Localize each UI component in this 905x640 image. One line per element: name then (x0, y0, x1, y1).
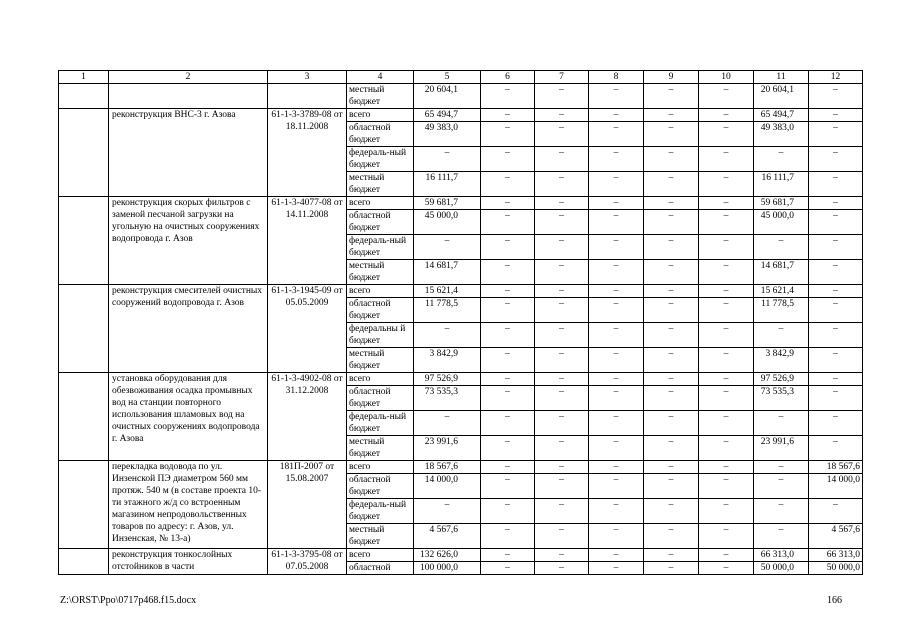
value-cell: – (699, 461, 754, 474)
value-cell: – (699, 210, 754, 235)
value-cell: – (481, 549, 535, 562)
value-cell: – (809, 235, 863, 260)
footer-file-path: Z:\ORST\Ppo\0717p468.f15.docx (60, 595, 197, 606)
funding-source-cell: местный бюджет (347, 172, 414, 197)
value-cell: – (535, 373, 589, 386)
value-cell: – (644, 260, 699, 285)
header-cell: 11 (754, 71, 809, 84)
value-cell: 16 111,7 (754, 172, 809, 197)
project-name-cell: перекладка водовода по ул. Инзенской ПЭ диаметром 560 мм протяж. 540 м (в составе проекта 10-ти этажного ж/д со встроенным магазином непродовольственных товаров по адресу: г. Азов, ул. Инзенская, № 13-а) (109, 461, 268, 549)
table-row (59, 109, 863, 122)
value-cell: – (699, 122, 754, 147)
value-cell: – (699, 84, 754, 109)
value-cell: 49 383,0 (414, 122, 481, 147)
document-cell: 181П-2007 от 15.08.2007 (268, 461, 347, 549)
value-cell: – (589, 323, 644, 348)
project-name-cell: реконструкция ВНС-3 г. Азова (109, 109, 268, 197)
value-cell: – (644, 524, 699, 549)
value-cell: 50 000,0 (809, 562, 863, 575)
funding-source-cell: местный бюджет (347, 260, 414, 285)
value-cell: – (699, 235, 754, 260)
value-cell: – (414, 323, 481, 348)
value-cell: – (589, 373, 644, 386)
value-cell: 14 681,7 (414, 260, 481, 285)
value-cell: – (644, 499, 699, 524)
header-cell: 3 (268, 71, 347, 84)
value-cell: – (809, 210, 863, 235)
value-cell: 20 604,1 (754, 84, 809, 109)
project-name-cell (109, 84, 268, 109)
value-cell: – (589, 524, 644, 549)
value-cell: – (589, 210, 644, 235)
value-cell: – (535, 172, 589, 197)
value-cell: – (535, 323, 589, 348)
funding-source-cell: местный бюджет (347, 436, 414, 461)
document-cell (268, 84, 347, 109)
value-cell: 132 626,0 (414, 549, 481, 562)
value-cell: – (699, 147, 754, 172)
value-cell: 73 535,3 (754, 386, 809, 411)
value-cell: – (699, 386, 754, 411)
value-cell: 97 526,9 (754, 373, 809, 386)
value-cell: – (809, 109, 863, 122)
value-cell: – (481, 109, 535, 122)
value-cell: 4 567,6 (414, 524, 481, 549)
value-cell: – (699, 285, 754, 298)
value-cell: 66 313,0 (809, 549, 863, 562)
value-cell: – (535, 210, 589, 235)
header-cell: 10 (699, 71, 754, 84)
value-cell: – (699, 109, 754, 122)
header-cell: 12 (809, 71, 863, 84)
project-name-cell: реконструкция тонкослойных отстойников в части (109, 549, 268, 575)
funding-source-cell: областной бюджет (347, 210, 414, 235)
value-cell: 97 526,9 (414, 373, 481, 386)
value-cell: – (589, 499, 644, 524)
value-cell: – (481, 499, 535, 524)
value-cell: – (535, 109, 589, 122)
value-cell: – (699, 411, 754, 436)
value-cell: – (699, 298, 754, 323)
header-cell: 5 (414, 71, 481, 84)
value-cell: 20 604,1 (414, 84, 481, 109)
value-cell: – (481, 386, 535, 411)
value-cell: – (481, 373, 535, 386)
value-cell: 65 494,7 (754, 109, 809, 122)
number-cell (59, 285, 109, 373)
funding-source-cell: федераль-ный бюджет (347, 147, 414, 172)
value-cell: – (481, 197, 535, 210)
value-cell: – (644, 172, 699, 197)
value-cell: – (481, 461, 535, 474)
header-cell: 9 (644, 71, 699, 84)
number-cell (59, 549, 109, 575)
funding-source-cell: федераль-ный бюджет (347, 411, 414, 436)
project-name-cell: реконструкция смесителей очистных сооружений водопровода г. Азов (109, 285, 268, 373)
value-cell: – (589, 197, 644, 210)
value-cell: – (644, 549, 699, 562)
value-cell: – (644, 197, 699, 210)
value-cell: – (589, 172, 644, 197)
value-cell: – (754, 235, 809, 260)
value-cell: – (699, 474, 754, 499)
value-cell: – (589, 285, 644, 298)
value-cell: – (589, 122, 644, 147)
value-cell: – (754, 411, 809, 436)
funding-source-cell: всего (347, 461, 414, 474)
value-cell: – (699, 549, 754, 562)
value-cell: – (699, 348, 754, 373)
value-cell: – (481, 235, 535, 260)
value-cell: – (535, 499, 589, 524)
value-cell: – (481, 122, 535, 147)
value-cell: – (644, 84, 699, 109)
value-cell: – (809, 260, 863, 285)
project-name-cell: реконструкция скорых фильтров с заменой песчаной загрузки на угольную на очистных сооружениях водопровода г. Азов (109, 197, 268, 285)
funding-source-cell: всего (347, 285, 414, 298)
table-row (59, 285, 863, 298)
value-cell: – (481, 147, 535, 172)
value-cell: – (699, 260, 754, 285)
value-cell: – (481, 474, 535, 499)
value-cell: – (535, 524, 589, 549)
value-cell: – (644, 235, 699, 260)
value-cell: – (414, 499, 481, 524)
value-cell: – (481, 260, 535, 285)
value-cell: – (699, 172, 754, 197)
funding-source-cell: областной бюджет (347, 298, 414, 323)
value-cell: – (699, 436, 754, 461)
value-cell: – (535, 147, 589, 172)
header-cell: 8 (589, 71, 644, 84)
number-cell (59, 373, 109, 461)
value-cell: 14 000,0 (414, 474, 481, 499)
value-cell: – (535, 461, 589, 474)
funding-source-cell: федераль-ный бюджет (347, 499, 414, 524)
value-cell: – (809, 298, 863, 323)
value-cell: – (535, 474, 589, 499)
header-cell: 1 (59, 71, 109, 84)
value-cell: – (414, 411, 481, 436)
value-cell: – (644, 210, 699, 235)
value-cell: – (809, 386, 863, 411)
funding-source-cell: местный бюджет (347, 524, 414, 549)
table-row (59, 549, 863, 562)
value-cell: – (535, 260, 589, 285)
value-cell: – (644, 562, 699, 575)
value-cell: – (589, 562, 644, 575)
value-cell: – (644, 285, 699, 298)
funding-source-cell: всего (347, 197, 414, 210)
value-cell: – (754, 499, 809, 524)
value-cell: – (589, 348, 644, 373)
value-cell: – (589, 411, 644, 436)
value-cell: 18 567,6 (809, 461, 863, 474)
value-cell: – (644, 411, 699, 436)
value-cell: – (535, 348, 589, 373)
value-cell: – (644, 348, 699, 373)
value-cell: 18 567,6 (414, 461, 481, 474)
value-cell: 59 681,7 (754, 197, 809, 210)
value-cell: – (809, 172, 863, 197)
document-cell: 61-1-3-3795-08 от 07.05.2008 (268, 549, 347, 575)
value-cell: – (809, 373, 863, 386)
value-cell: – (644, 461, 699, 474)
value-cell: 4 567,6 (809, 524, 863, 549)
value-cell: – (809, 285, 863, 298)
value-cell: – (535, 235, 589, 260)
value-cell: – (589, 549, 644, 562)
value-cell: 59 681,7 (414, 197, 481, 210)
number-cell (59, 109, 109, 197)
value-cell: – (754, 474, 809, 499)
value-cell: 23 991,6 (414, 436, 481, 461)
document-cell: 61-1-3-1945-09 от 05.05.2009 (268, 285, 347, 373)
funding-source-cell: областной (347, 562, 414, 575)
funding-source-cell: всего (347, 109, 414, 122)
value-cell: – (589, 260, 644, 285)
value-cell: – (754, 461, 809, 474)
funding-source-cell: всего (347, 373, 414, 386)
value-cell: – (644, 323, 699, 348)
value-cell: – (809, 499, 863, 524)
value-cell: – (809, 411, 863, 436)
value-cell: – (809, 197, 863, 210)
value-cell: 100 000,0 (414, 562, 481, 575)
value-cell: – (414, 235, 481, 260)
value-cell: – (644, 386, 699, 411)
document-cell: 61-1-3-3789-08 от 18.11.2008 (268, 109, 347, 197)
value-cell: – (644, 373, 699, 386)
table-row (59, 84, 863, 109)
funding-source-cell: областной бюджет (347, 474, 414, 499)
document-cell: 61-1-3-4902-08 от 31.12.2008 (268, 373, 347, 461)
value-cell: – (699, 323, 754, 348)
value-cell: – (481, 323, 535, 348)
value-cell: 66 313,0 (754, 549, 809, 562)
value-cell: 45 000,0 (414, 210, 481, 235)
value-cell: 23 991,6 (754, 436, 809, 461)
value-cell: – (481, 348, 535, 373)
value-cell: – (535, 562, 589, 575)
number-cell (59, 461, 109, 549)
number-cell (59, 197, 109, 285)
value-cell: – (589, 235, 644, 260)
table-row (59, 197, 863, 210)
value-cell: – (535, 285, 589, 298)
value-cell: – (644, 122, 699, 147)
value-cell: – (809, 84, 863, 109)
value-cell: – (481, 285, 535, 298)
document-cell: 61-1-3-4077-08 от 14.11.2008 (268, 197, 347, 285)
value-cell: – (481, 562, 535, 575)
value-cell: – (809, 436, 863, 461)
value-cell: – (535, 411, 589, 436)
value-cell: – (535, 549, 589, 562)
value-cell: – (535, 436, 589, 461)
value-cell: – (535, 84, 589, 109)
funding-source-cell: всего (347, 549, 414, 562)
value-cell: – (535, 386, 589, 411)
value-cell: – (809, 122, 863, 147)
value-cell: – (535, 197, 589, 210)
value-cell: 11 778,5 (754, 298, 809, 323)
value-cell: – (699, 562, 754, 575)
value-cell: – (809, 147, 863, 172)
value-cell: 11 778,5 (414, 298, 481, 323)
funding-source-cell: местный бюджет (347, 84, 414, 109)
value-cell: – (644, 109, 699, 122)
value-cell: 73 535,3 (414, 386, 481, 411)
header-cell: 4 (347, 71, 414, 84)
value-cell: – (754, 524, 809, 549)
value-cell: 16 111,7 (414, 172, 481, 197)
value-cell: – (809, 323, 863, 348)
value-cell: – (754, 147, 809, 172)
value-cell: – (589, 386, 644, 411)
value-cell: – (699, 524, 754, 549)
header-cell: 2 (109, 71, 268, 84)
value-cell: – (589, 298, 644, 323)
value-cell: – (589, 436, 644, 461)
value-cell: – (589, 147, 644, 172)
table-row (59, 461, 863, 474)
value-cell: 65 494,7 (414, 109, 481, 122)
value-cell: 14 681,7 (754, 260, 809, 285)
value-cell: 3 842,9 (414, 348, 481, 373)
header-cell: 7 (535, 71, 589, 84)
value-cell: – (589, 109, 644, 122)
value-cell: – (644, 436, 699, 461)
value-cell: – (481, 524, 535, 549)
value-cell: 45 000,0 (754, 210, 809, 235)
value-cell: – (699, 197, 754, 210)
value-cell: – (481, 298, 535, 323)
footer-page-number: 166 (827, 595, 842, 606)
value-cell: – (754, 323, 809, 348)
value-cell: – (481, 210, 535, 235)
value-cell: 14 000,0 (809, 474, 863, 499)
funding-source-cell: областной бюджет (347, 122, 414, 147)
value-cell: – (481, 411, 535, 436)
value-cell: 50 000,0 (754, 562, 809, 575)
number-cell (59, 84, 109, 109)
table-row (59, 373, 863, 386)
funding-source-cell: федеральны й бюджет (347, 323, 414, 348)
header-cell: 6 (481, 71, 535, 84)
value-cell: – (535, 298, 589, 323)
value-cell: – (535, 122, 589, 147)
value-cell: 15 621,4 (754, 285, 809, 298)
project-name-cell: установка оборудования для обезвоживания осадка промывных вод на станции повторного использования шламовых вод на очистных сооружениях водопровода г. Азова (109, 373, 268, 461)
value-cell: 49 383,0 (754, 122, 809, 147)
value-cell: – (414, 147, 481, 172)
value-cell: – (644, 147, 699, 172)
value-cell: – (644, 298, 699, 323)
value-cell: – (809, 348, 863, 373)
value-cell: – (481, 172, 535, 197)
value-cell: – (589, 474, 644, 499)
value-cell: – (589, 461, 644, 474)
funding-source-cell: федераль-ный бюджет (347, 235, 414, 260)
funding-source-cell: областной бюджет (347, 386, 414, 411)
budget-table (58, 70, 863, 575)
value-cell: – (699, 373, 754, 386)
header-row (59, 71, 863, 84)
value-cell: 15 621,4 (414, 285, 481, 298)
value-cell: – (481, 84, 535, 109)
value-cell: – (699, 499, 754, 524)
value-cell: – (644, 474, 699, 499)
funding-source-cell: местный бюджет (347, 348, 414, 373)
value-cell: – (589, 84, 644, 109)
value-cell: 3 842,9 (754, 348, 809, 373)
value-cell: – (481, 436, 535, 461)
